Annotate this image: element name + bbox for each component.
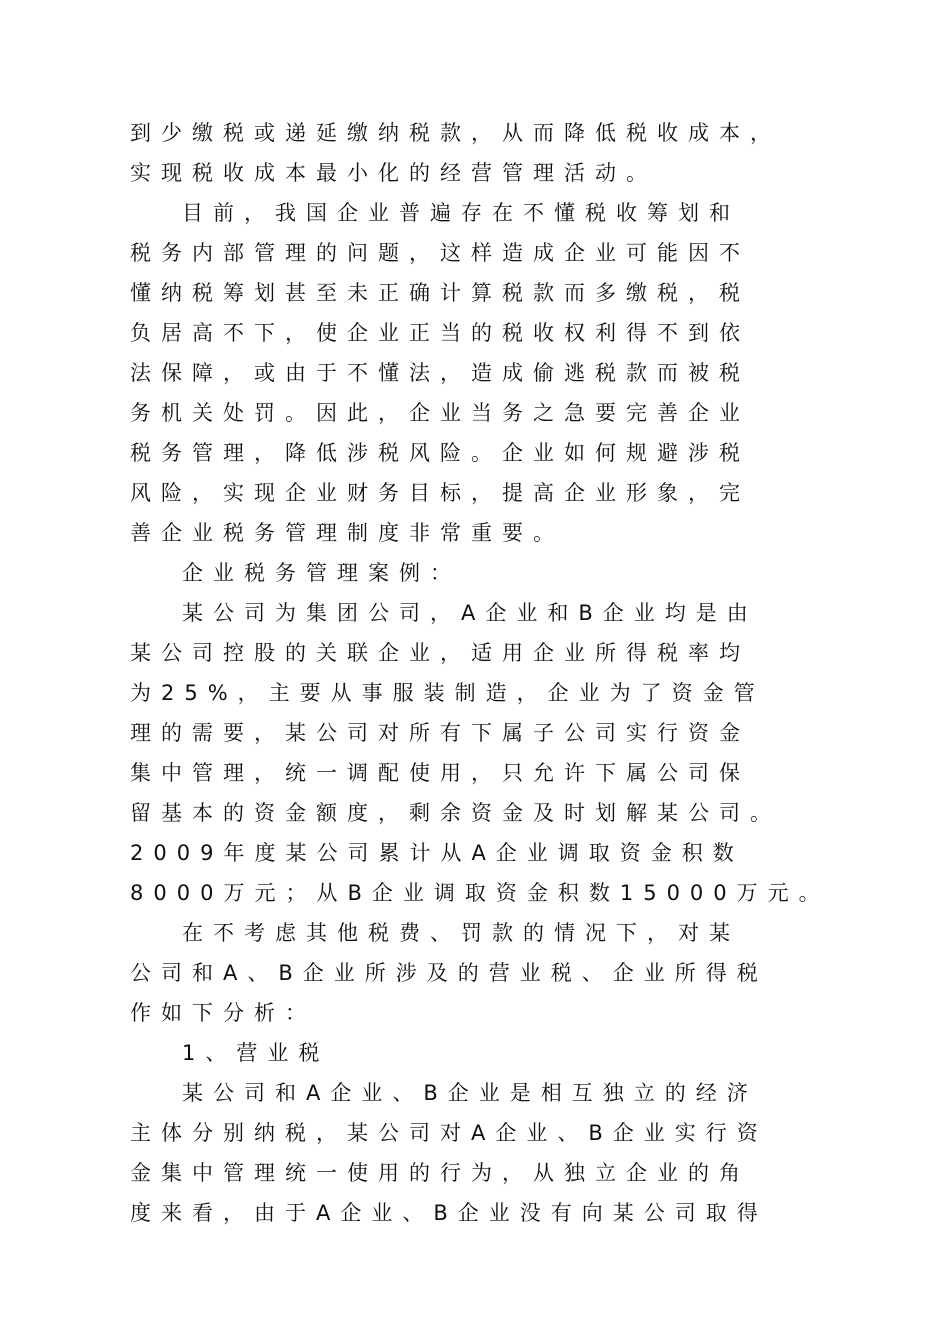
paragraph-start-line: 某公司为集团公司，A企业和B企业均是由 bbox=[182, 601, 758, 625]
text-line: 理的需要，某公司对所有下属子公司实行资金 bbox=[130, 721, 750, 745]
text-line: 负居高不下，使企业正当的税收权利得不到依 bbox=[130, 321, 750, 345]
text-line: 作如下分析： bbox=[130, 1001, 316, 1025]
text-line: 度来看，由于A企业、B企业没有向某公司取得 bbox=[130, 1201, 768, 1225]
subsection-heading: 1、营业税 bbox=[182, 1041, 330, 1065]
text-line: 到少缴税或递延缴纳税款，从而降低税收成本， bbox=[130, 121, 781, 145]
text-line: 法保障，或由于不懂法，造成偷逃税款而被税 bbox=[130, 361, 750, 385]
text-line: 税务管理，降低涉税风险。企业如何规避涉税 bbox=[130, 441, 750, 465]
text-line: 懂纳税筹划甚至未正确计算税款而多缴税，税 bbox=[130, 281, 750, 305]
section-heading: 企业税务管理案例： bbox=[182, 561, 461, 585]
text-line: 为25%，主要从事服装制造，企业为了资金管 bbox=[130, 681, 765, 705]
text-line: 公司和A、B企业所涉及的营业税、企业所得税 bbox=[130, 961, 768, 985]
text-line: 集中管理，统一调配使用，只允许下属公司保 bbox=[130, 761, 750, 785]
paragraph-start-line: 某公司和A企业、B企业是相互独立的经济 bbox=[182, 1081, 758, 1105]
text-line: 主体分别纳税，某公司对A企业、B企业实行资 bbox=[130, 1121, 768, 1145]
text-line: 8000万元；从B企业调取资金积数15000万元。 bbox=[130, 881, 830, 905]
text-line: 留基本的资金额度，剩余资金及时划解某公司。 bbox=[130, 801, 781, 825]
text-line: 实现税收成本最小化的经营管理活动。 bbox=[130, 161, 657, 185]
text-line: 2009年度某公司累计从A企业调取资金积数 bbox=[130, 841, 744, 865]
paragraph-start-line: 目前，我国企业普遍存在不懂税收筹划和 bbox=[182, 201, 740, 225]
text-line: 某公司控股的关联企业，适用企业所得税率均 bbox=[130, 641, 750, 665]
text-line: 务机关处罚。因此，企业当务之急要完善企业 bbox=[130, 401, 750, 425]
text-line: 风险，实现企业财务目标，提高企业形象，完 bbox=[130, 481, 750, 505]
text-line: 金集中管理统一使用的行为，从独立企业的角 bbox=[130, 1161, 750, 1185]
text-line: 税务内部管理的问题，这样造成企业可能因不 bbox=[130, 241, 750, 265]
text-line: 善企业税务管理制度非常重要。 bbox=[130, 521, 564, 545]
paragraph-start-line: 在不考虑其他税费、罚款的情况下，对某 bbox=[182, 921, 740, 945]
